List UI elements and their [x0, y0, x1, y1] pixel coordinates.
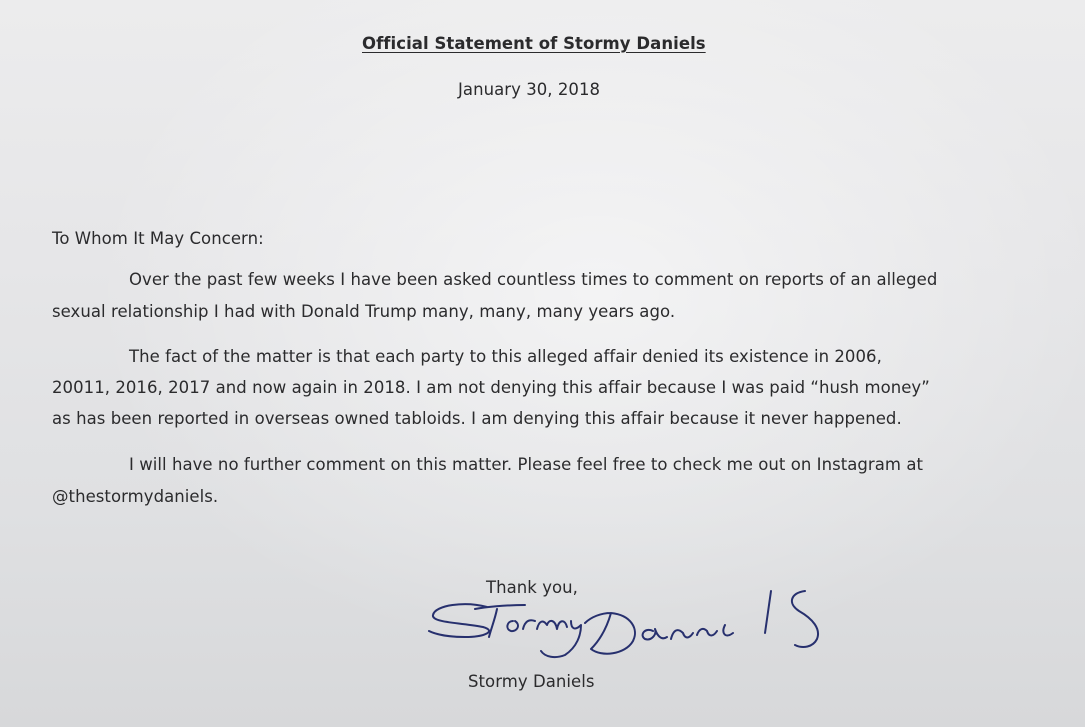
paragraph-2-line-3: as has been reported in overseas owned tabloids. I am denying this affair because it never happened.: [52, 409, 902, 428]
paragraph-2-line-2: 20011, 2016, 2017 and now again in 2018. I am not denying this affair because I was paid “hush money”: [52, 378, 930, 397]
closing: Thank you,: [486, 578, 578, 597]
signatory-name: Stormy Daniels: [468, 672, 595, 691]
paragraph-2-line-1: The fact of the matter is that each party to this alleged affair denied its existence in 2006,: [129, 347, 882, 366]
paragraph-3-line-1: I will have no further comment on this matter. Please feel free to check me out on Instagram at: [129, 455, 924, 474]
paragraph-1-line-2: sexual relationship I had with Donald Trump many, many, many years ago.: [52, 302, 676, 321]
paragraph-3-line-2: @thestormydaniels.: [52, 487, 219, 506]
document-title: Official Statement of Stormy Daniels: [362, 34, 706, 53]
paragraph-1-line-1: Over the past few weeks I have been asked countless times to comment on reports of an alleged: [129, 270, 938, 289]
salutation: To Whom It May Concern:: [52, 229, 264, 248]
handwritten-signature: [425, 577, 835, 677]
document-date: January 30, 2018: [458, 80, 601, 99]
